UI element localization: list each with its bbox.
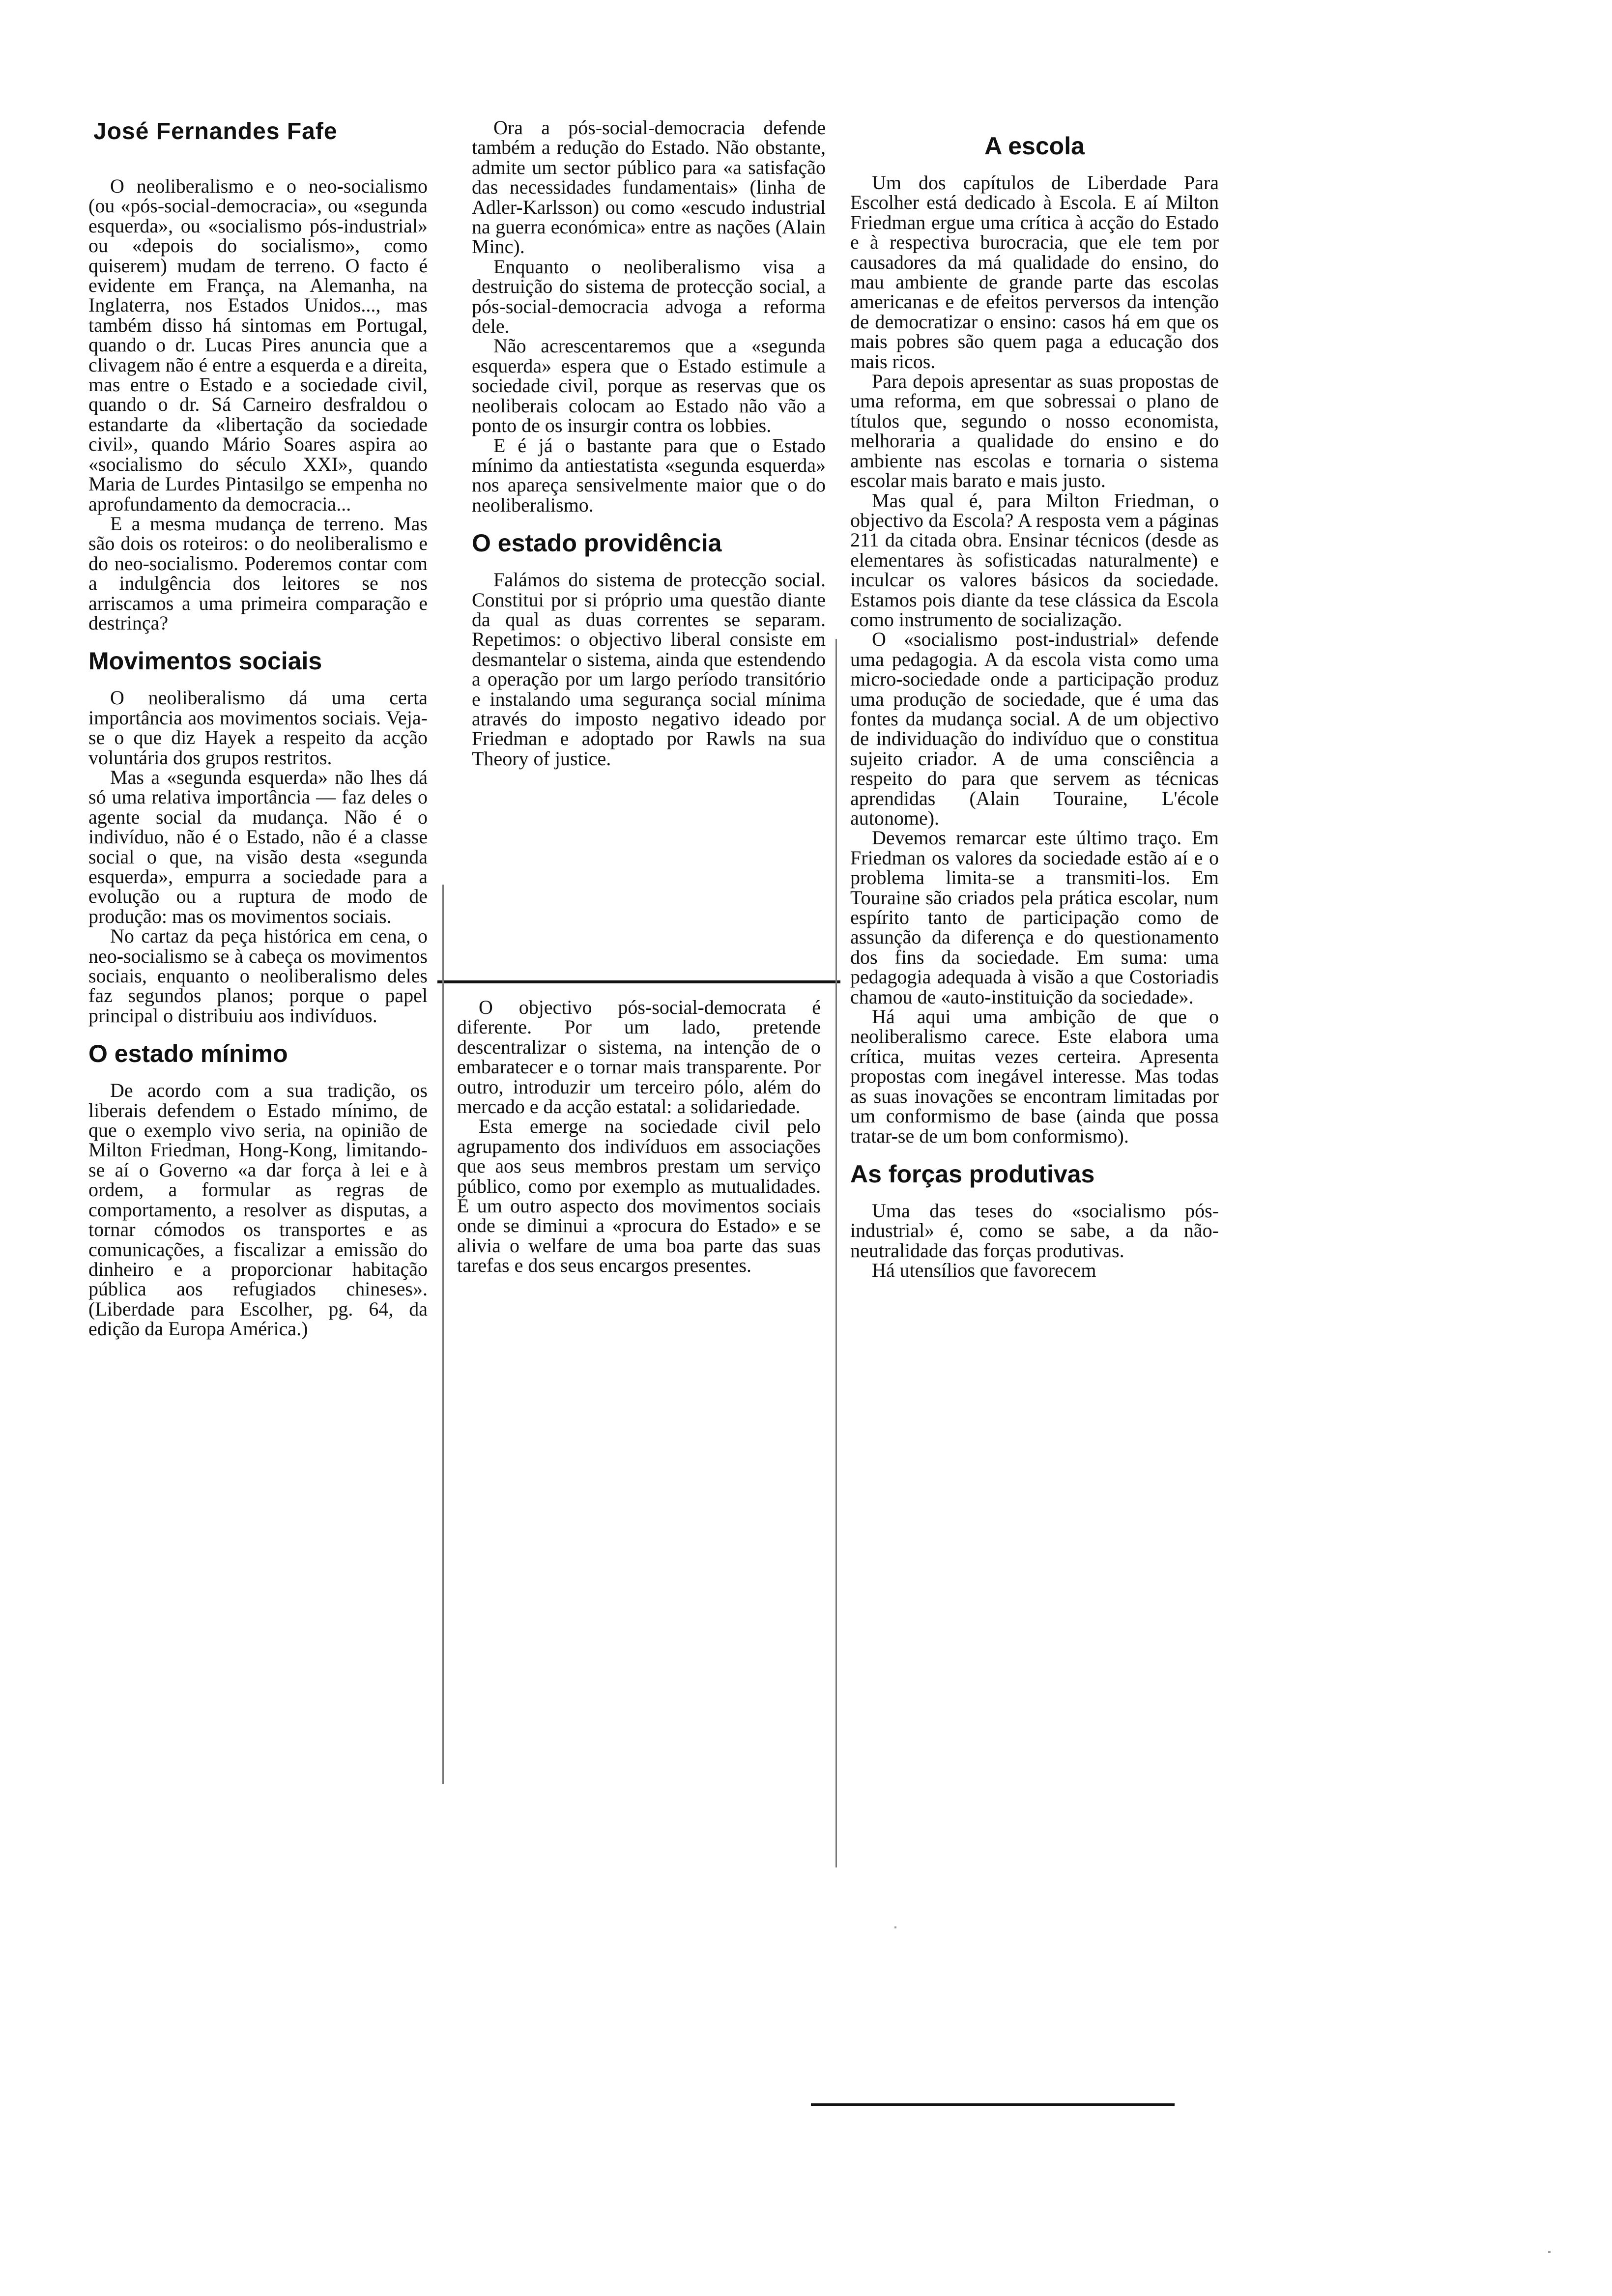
paragraph: E a mesma mudança de terreno. Mas são dois os roteiros: o do neoliberalismo e do neo-socialismo. Poderemos contar com a indulgência dos leitores se nos arriscamos a uma primeira comparação e destrinça? [88, 512, 428, 634]
paragraph: Há aqui uma ambição de que o neoliberalismo carece. Este elabora uma crítica, muitas vezes certeira. Apresenta propostas com inegável interesse. Mas todas as suas inovações se encontram limitadas por um conformismo de base (ainda que possa tratar-se de um bom conformismo). [850, 1005, 1219, 1147]
paragraph: O «socialismo post-industrial» defende uma pedagogia. A da escola vista como uma micro-sociedade onde a participação produz uma produção de sociedade, que é uma das fontes da mudança social. A de um objectivo de individuação do indivíduo que o constitua sujeito criador. A de uma consciência a respeito do para que servem as técnicas aprendidas (Alain Touraine, L'école autonome). [850, 628, 1219, 829]
paragraph: Falámos do sistema de protecção social. Constitui por si próprio uma questão diante da qual as duas correntes se separam. Repetimos: o objectivo liberal consiste em desmantelar o sistema, ainda que estendendo a operação por um largo período transitório e instalando uma segurança social mínima através do imposto negativo ideado por Friedman e adoptado por Rawls na sua Theory of justice. [472, 569, 826, 770]
paragraph: Mas qual é, para Milton Friedman, o objectivo da Escola? A resposta vem a páginas 211 da citada obra. Ensinar técnicos (desde as elementares às sofisticadas naturalmente) e inculcar os valores básicos da sociedade. Estamos pois diante da tese clássica da Escola como instrumento de socialização. [850, 489, 1219, 631]
column-1 [88, 118, 428, 1339]
column-2-top [472, 118, 826, 769]
section-heading-estado-minimo: O estado mínimo [88, 1040, 288, 1068]
paragraph: No cartaz da peça histórica em cena, o neo-socialismo se à cabeça os movimentos sociais, enquanto o neoliberalismo deles faz segundos planos; porque o papel principal o distribuiu aos indivíduos. [88, 925, 428, 1027]
paragraph: Um dos capítulos de Liberdade Para Escolher está dedicado à Escola. E aí Milton Friedman ergue uma crítica à acção do Estado e à respectiva burocracia, que ele tem por causadores da má qualidade do ensino, do mau ambiente de grande parte das escolas americanas e de efeitos perversos da intenção de democratizar o ensino: casos há em que os mais pobres são quem paga a educação dos mais ricos. [850, 172, 1219, 373]
section-heading-estado-providencia: O estado providência [472, 529, 722, 557]
scan-speck [894, 1926, 896, 1928]
paragraph: Uma das teses do «socialismo pós-industrial» é, como se sabe, a da não-neutralidade das forças produtivas. [850, 1199, 1219, 1262]
paragraph: O neoliberalismo e o neo-socialismo (ou «pós-social-democracia», ou «segunda esquerda», ou «socialismo pós-industrial» ou «depois do socialismo», como quiserem) mudam de terreno. O facto é evidente em França, na Alemanha, na Inglaterra, nos Estados Unidos..., mas também disso há sintomas em Portugal, quando o dr. Lucas Pires anuncia que a clivagem não é entre a esquerda e a direita, mas entre o Estado e a sociedade civil, quando o dr. Sá Carneiro desfraldou o estandarte da «libertação da sociedade civil», quando Mário Soares aspira ao «socialismo do século XXI», quando Maria de Lurdes Pintasilgo se empenha no aprofundamento da democracia... [88, 175, 428, 515]
section-heading-forcas-produtivas: As forças produtivas [850, 1160, 1095, 1188]
scan-speck [1548, 2251, 1551, 2253]
horizontal-rule-middle [437, 980, 840, 983]
paragraph: Há utensílios que favorecem [872, 1259, 1096, 1282]
column-divider-left [442, 885, 444, 1784]
paragraph: E é já o bastante para que o Estado mínimo da antiestatista «segunda esquerda» nos apareça sensivelmente maior que o do neoliberalismo. [472, 434, 826, 516]
paragraph: Para depois apresentar as suas propostas de uma reforma, em que sobressai o plano de títulos que, segundo o nosso economista, melhoraria a qualidade do ensino e do ambiente nas escolas e tornaria o sistema escolar mais barato e mais justo. [850, 370, 1219, 492]
column-2-bottom [457, 998, 821, 1276]
section-heading-a-escola: A escola [984, 132, 1085, 160]
paragraph: Esta emerge na sociedade civil pelo agrupamento dos indivíduos em associações que aos seus membros prestam um serviço público, como por exemplo as mutualidades. É um outro aspecto dos movimentos sociais onde se diminui a «procura do Estado» e se alivia o welfare de uma boa parte das suas tarefas e dos seus encargos presentes. [457, 1115, 821, 1277]
author-byline: José Fernandes Fafe [93, 118, 338, 144]
paragraph: Ora a pós-social-democracia defende também a redução do Estado. Não obstante, admite um sector público para «a satisfação das necessidades fundamentais» (linha de Adler-Karlsson) ou como «escudo industrial na guerra económica» entre as nações (Alain Minc). [472, 116, 826, 258]
paragraph: Não acrescentaremos que a «segunda esquerda» espera que o Estado estimule a sociedade civil, porque as reservas que os neoliberais colocam ao Estado não vão a ponto de os insurgir contra os lobbies. [472, 335, 826, 437]
paragraph: De acordo com a sua tradição, os liberais defendem o Estado mínimo, de que o exemplo vivo seria, na opinião de Milton Friedman, Hong-Kong, limitando-se aí o Governo «a dar força à lei e à ordem, a formular as regras de comportamento, a resolver as disputas, a tornar cómodos os transportes e as comunicações, a fiscalizar a emissão do dinheiro e a proporcionar habitação pública aos refugiados chineses». (Liberdade para Escolher, pg. 64, da edição da Europa América.) [88, 1079, 428, 1340]
section-heading-movimentos-sociais: Movimentos sociais [88, 647, 322, 675]
paragraph: O objectivo pós-social-democrata é diferente. Por um lado, pretende descentralizar o sistema, na intenção de o embaratecer e o tornar mais transparente. Por outro, introduzir um terceiro pólo, além do mercado e da acção estatal: a solidariedade. [457, 996, 821, 1118]
paragraph: Mas a «segunda esquerda» não lhes dá só uma relativa importância — faz deles o agente social da mudança. Não é o indivíduo, não é o Estado, não é a classe social o que, na visão desta «segunda esquerda», empurra a sociedade para a evolução ou a ruptura de modo de produção: mas os movimentos sociais. [88, 766, 428, 927]
paragraph: O neoliberalismo dá uma certa importância aos movimentos sociais. Veja-se o que diz Hayek a respeito da acção voluntária dos grupos restritos. [88, 687, 428, 769]
horizontal-rule-bottom [811, 2103, 1175, 2106]
paragraph: Enquanto o neoliberalismo visa a destruição do sistema de protecção social, a pós-social-democracia advoga a reforma dele. [472, 255, 826, 338]
column-divider-right [835, 639, 837, 1867]
column-3 [850, 118, 1219, 1281]
paragraph: Devemos remarcar este último traço. Em Friedman os valores da sociedade estão aí e o problema limita-se a transmiti-los. Em Touraine são criados pela prática escolar, num espírito tanto de participação como de assunção da diferença e do questionamento dos fins da sociedade. Em suma: uma pedagogia adequada à visão a que Costoriadis chamou de «auto-instituição da sociedade». [850, 827, 1219, 1008]
